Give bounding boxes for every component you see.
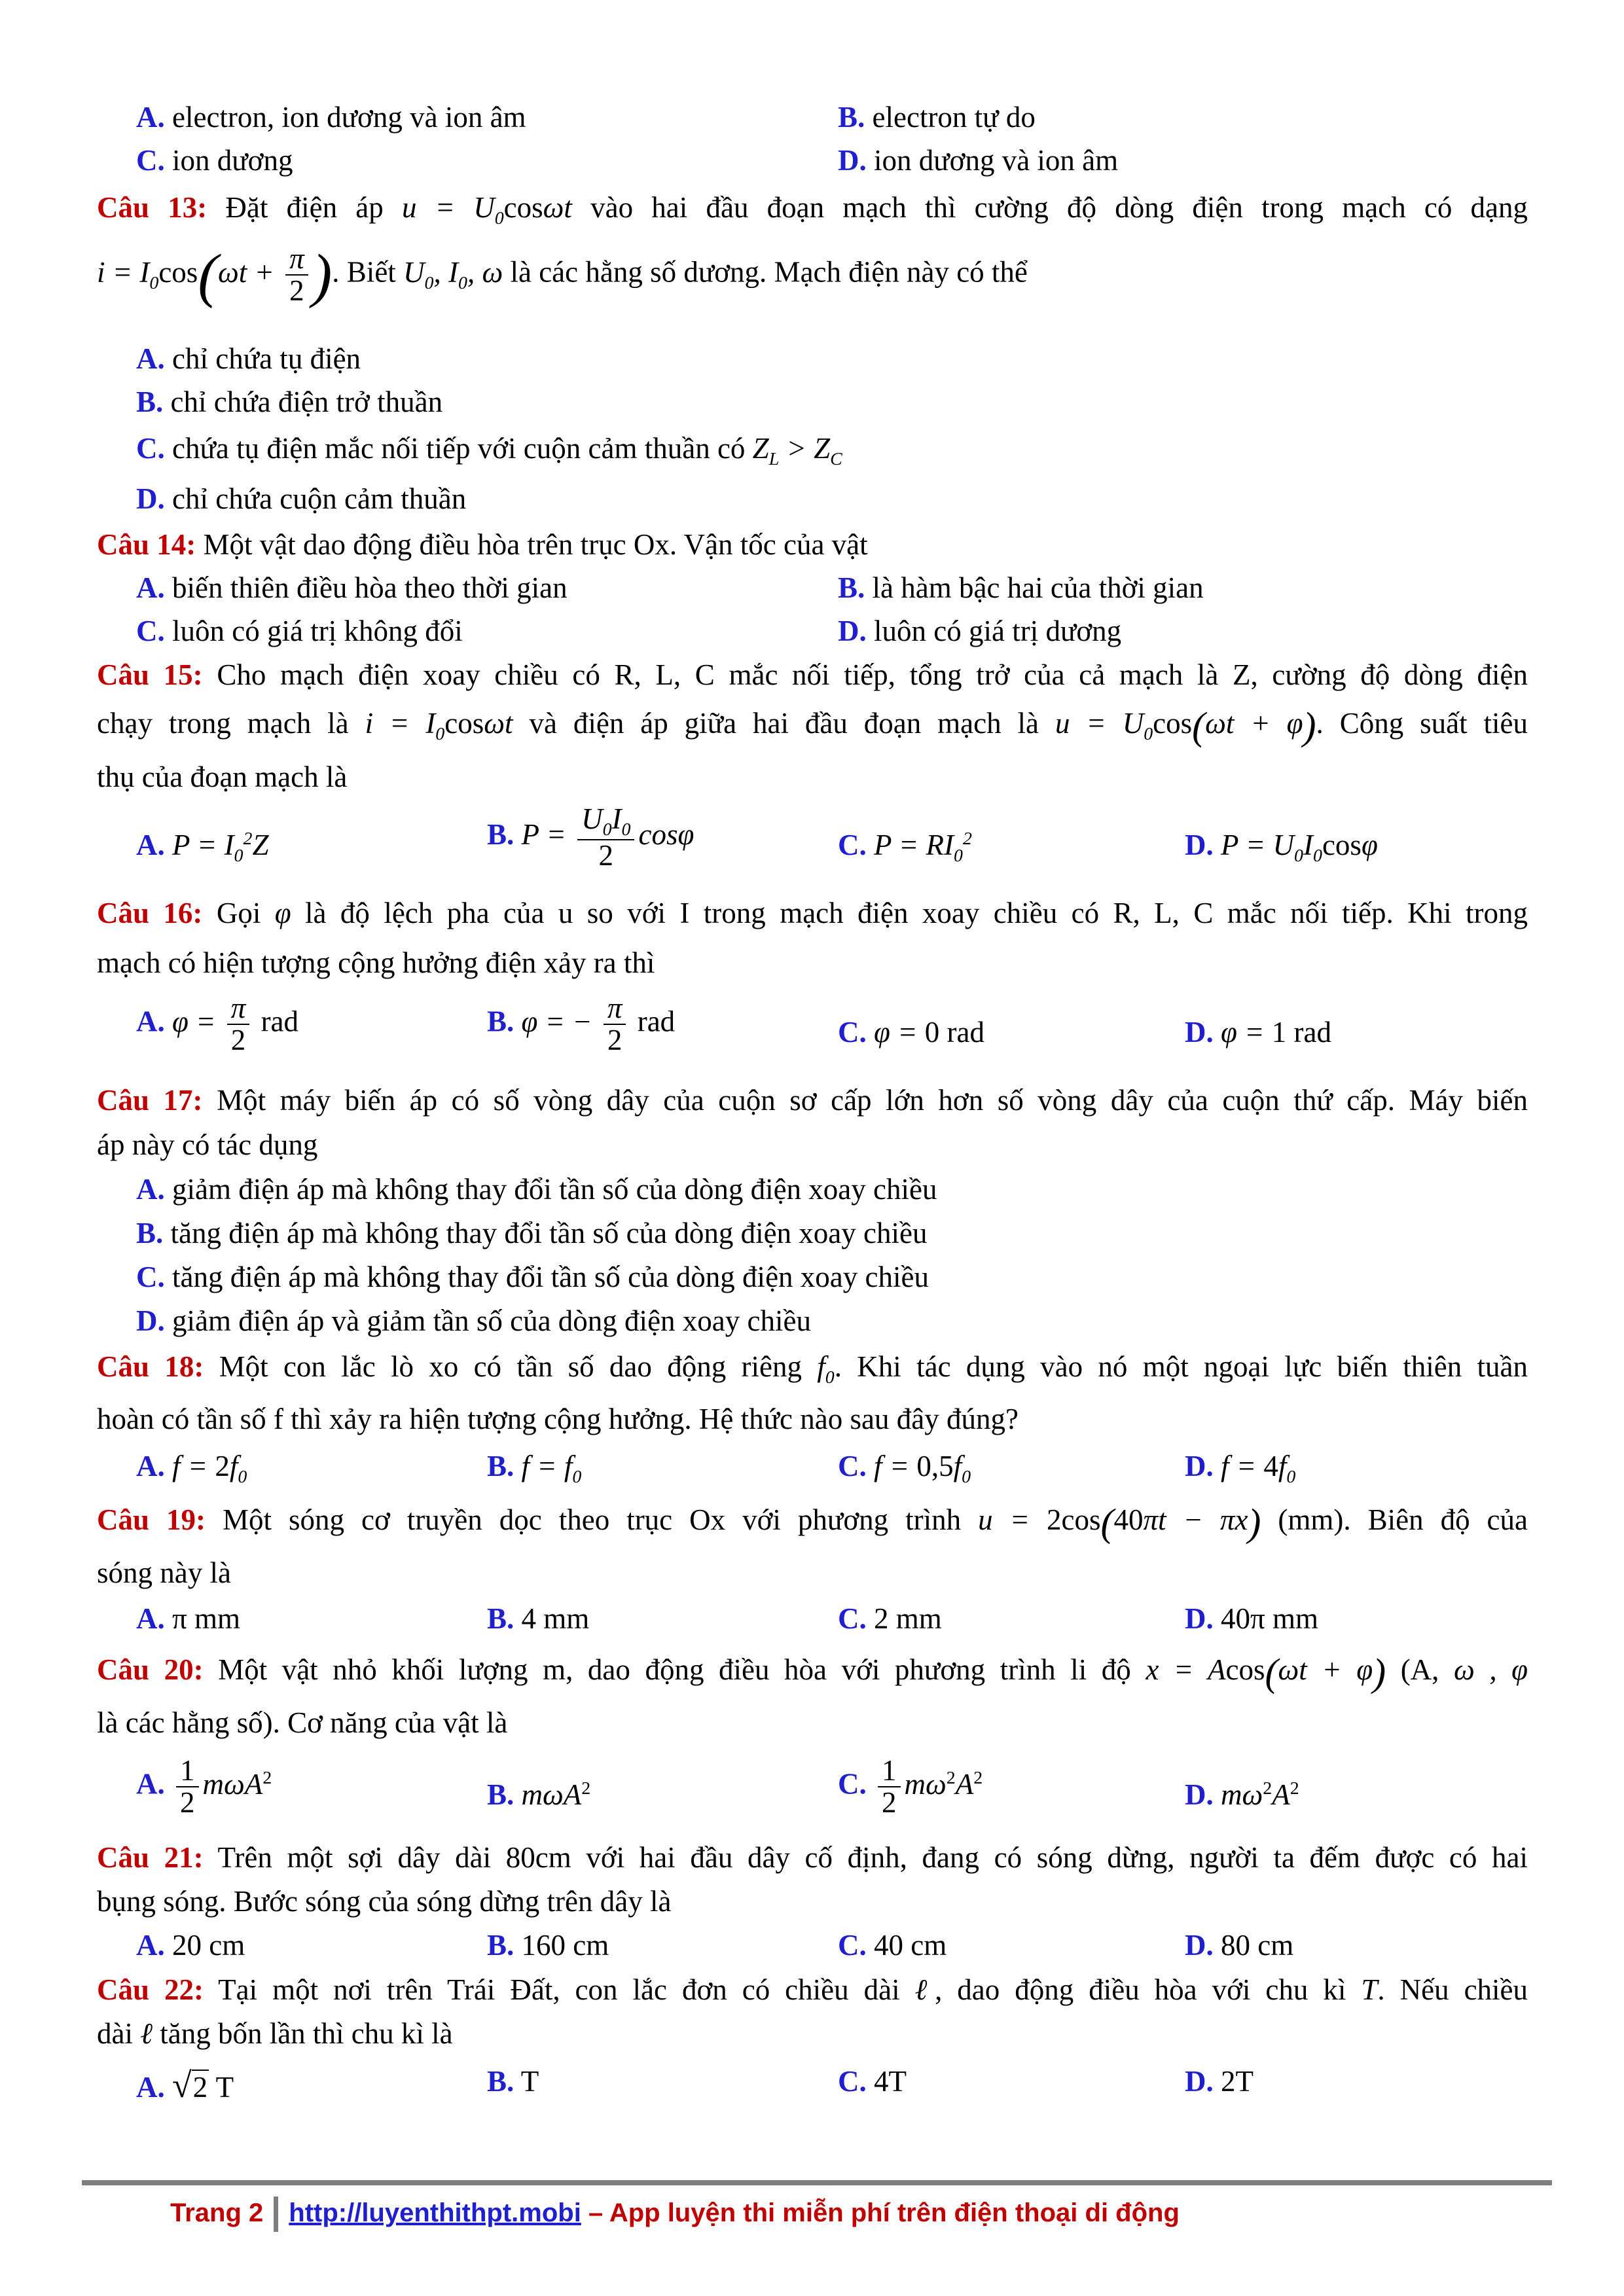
footer-divider	[82, 2180, 1552, 2185]
q13-stem-line1: Câu 13: Đặt điện áp $u = U_0\cos\omega t$ vào hai đầu đoạn mạch thì cường độ dòng điện trong mạch có dạng	[97, 191, 1528, 228]
q15-voltage-formula: $u = U_0\cos(\omega t + \varphi)$	[1055, 704, 1316, 748]
q16-stem-line2: mạch có hiện tượng cộng hưởng điện xảy ra thì	[97, 946, 655, 979]
q22-option-a: A. √2 T	[136, 2066, 234, 2105]
q20-stem-line1: Câu 20: Một vật nhỏ khối lượng m, dao động điều hòa với phương trình li độ x = Acos(ωt + φ) (A, ω , φ	[97, 1651, 1528, 1695]
q21-option-b: B. 160 cm	[487, 1929, 609, 1962]
q12-option-b: B. electron tự do	[838, 101, 1036, 134]
page-number: Trang 2	[170, 2198, 264, 2227]
q19-option-a: A. π mm	[136, 1602, 240, 1635]
q20-displacement-formula: x = Acos(ωt + φ)	[1146, 1651, 1386, 1695]
q19-stem-line2: sóng này là	[97, 1556, 231, 1589]
q22-option-b: B. T	[487, 2065, 539, 2098]
q21-stem-line2: bụng sóng. Bước sóng của sóng dừng trên dây là	[97, 1885, 672, 1918]
q17-stem-line2: áp này có tác dụng	[97, 1128, 318, 1161]
q17-option-a: A. giảm điện áp mà không thay đổi tần số của dòng điện xoay chiều	[136, 1173, 937, 1206]
q14-option-c: C. luôn có giá trị không đổi	[136, 615, 463, 647]
q21-option-c: C. 40 cm	[838, 1929, 947, 1962]
q19-stem-line1: Câu 19: Một sóng cơ truyền dọc theo trục Ox với phương trình u = 2cos(40πt − πx) (mm). Biên độ của	[97, 1501, 1528, 1545]
q17-stem-line1: Câu 17: Một máy biến áp có số vòng dây của cuộn sơ cấp lớn hơn số vòng dây của cuộn thứ cấp. Máy biến	[97, 1084, 1528, 1117]
q13-option-d: D. chỉ chứa cuộn cảm thuần	[136, 482, 467, 515]
q20-option-a: A. $\frac{1}{2}$ mωA$^2$	[136, 1754, 272, 1820]
q14-option-b: B. là hàm bậc hai của thời gian	[838, 571, 1204, 604]
footer-tagline: – App luyện thi miễn phí trên điện thoại di động	[588, 2198, 1180, 2227]
q18-option-d: D. $f = 4f_0$	[1185, 1450, 1296, 1487]
q15-current-formula: $i = I_0\cos\omega t$	[365, 707, 513, 744]
q16-option-c: C. φ = 0 rad	[838, 1016, 984, 1049]
q12-option-c: C. ion dương	[136, 144, 293, 177]
q13-zl-zc-formula: $Z_L > Z_C$	[752, 432, 842, 469]
q14-option-a: A. biến thiên điều hòa theo thời gian	[136, 571, 568, 604]
q13-constants-formula: $U_0$, $I_0$, ω	[403, 255, 503, 293]
q16-option-d: D. φ = 1 rad	[1185, 1016, 1331, 1049]
q15-stem-line3: thụ của đoạn mạch là	[97, 761, 348, 793]
footer	[170, 2196, 1180, 2232]
q21-option-d: D. 80 cm	[1185, 1929, 1294, 1962]
q22-stem-line1: Câu 22: Tại một nơi trên Trái Đất, con lắc đơn có chiều dài ℓ, dao động điều hòa với chu kì T. Nếu chiều	[97, 1973, 1528, 2006]
q20-option-d: D. $m\omega^2A^2$	[1185, 1778, 1299, 1811]
q15-option-b: B. P = $\frac{U_0I_0}{2}$ cosφ	[487, 802, 695, 872]
q16-option-b: B. φ = − $\frac{\pi}{2}$ rad	[487, 992, 676, 1057]
q17-option-d: D. giảm điện áp và giảm tần số của dòng điện xoay chiều	[136, 1304, 811, 1337]
q19-option-d: D. 40π mm	[1185, 1602, 1318, 1635]
q12-option-d: D. ion dương và ion âm	[838, 144, 1119, 177]
q18-option-a: A. $f = 2f_0$	[136, 1450, 247, 1487]
q15-option-c: C. $P = RI_0^2$	[838, 829, 972, 866]
q19-option-c: C. 2 mm	[838, 1602, 942, 1635]
q16-stem-line1: Câu 16: Gọi φ là độ lệch pha của u so với I trong mạch điện xoay chiều có R, L, C mắc nối tiếp. Khi trong	[97, 897, 1528, 929]
q20-option-c: C. $\frac{1}{2}$ $m\omega^2A^2$	[838, 1754, 983, 1820]
q18-stem-line2: hoàn có tần số f thì xảy ra hiện tượng cộng hưởng. Hệ thức nào sau đây đúng?	[97, 1403, 1019, 1435]
q13-option-a: A. chỉ chứa tụ điện	[136, 342, 361, 375]
q20-stem-line2: là các hằng số). Cơ năng của vật là	[97, 1706, 508, 1739]
q15-option-d: D. $P = U_0I_0\cos\varphi$	[1185, 829, 1378, 866]
q13-voltage-formula: $u = U_0\cos\omega t$	[401, 191, 572, 228]
q18-option-c: C. $f = 0,5f_0$	[838, 1450, 971, 1487]
q13-stem-line2: $i = I_0\cos(\omega t$ + $\frac{\pi}{2}$ ). Biết $U_0$, $I_0$, ω là các hằng số dương. Mạch điện này có thể	[97, 242, 1028, 309]
q20-option-b: B. mωA$^2$	[487, 1778, 591, 1811]
q21-option-a: A. 20 cm	[136, 1929, 245, 1962]
q19-wave-formula: u = 2cos(40πt − πx)	[978, 1501, 1261, 1545]
footer-separator	[274, 2197, 278, 2232]
q13-option-c: C. chứa tụ điện mắc nối tiếp với cuộn cảm thuần có $Z_L > Z_C$	[136, 432, 842, 469]
q15-stem-line2: chạy trong mạch là $i = I_0\cos\omega t$ và điện áp giữa hai đầu đoạn mạch là $u = U_0\cos(\omega t + \varphi)$. Công suất tiêu	[97, 704, 1528, 748]
q22-option-d: D. 2T	[1185, 2065, 1254, 2098]
q17-option-c: C. tăng điện áp mà không thay đổi tần số của dòng điện xoay chiều	[136, 1261, 929, 1293]
q14-stem: Câu 14: Một vật dao động điều hòa trên trục Ox. Vận tốc của vật	[97, 528, 868, 561]
sqrt-symbol: √	[172, 2066, 192, 2105]
q16-option-a: A. φ = $\frac{\pi}{2}$ rad	[136, 992, 299, 1057]
q22-stem-line2: dài ℓ tăng bốn lần thì chu kì là	[97, 2017, 453, 2050]
q15-stem-line1: Câu 15: Cho mạch điện xoay chiều có R, L, C mắc nối tiếp, tổng trở của cả mạch là Z, cường độ dòng điện	[97, 658, 1528, 691]
q17-option-b: B. tăng điện áp mà không thay đổi tần số của dòng điện xoay chiều	[136, 1217, 928, 1249]
q21-stem-line1: Câu 21: Trên một sợi dây dài 80cm với hai đầu dây cố định, đang có sóng dừng, người ta đếm được có hai	[97, 1841, 1528, 1874]
q15-option-a: A. $P = I_0^2Z$	[136, 829, 269, 866]
q13-current-formula: $i = I_0\cos(\omega t$ + $\frac{\pi}{2}$ )	[97, 242, 333, 309]
site-link[interactable]: http://luyenthithpt.mobi	[289, 2198, 581, 2227]
q13-option-b: B. chỉ chứa điện trở thuần	[136, 386, 443, 418]
q18-option-b: B. $f = f_0$	[487, 1450, 582, 1487]
q22-option-c: C. 4T	[838, 2065, 907, 2098]
q18-stem-line1: Câu 18: Một con lắc lò xo có tần số dao động riêng $f_0$. Khi tác dụng vào nó một ngoại lực biến thiên tuần	[97, 1350, 1528, 1388]
q14-option-d: D. luôn có giá trị dương	[838, 615, 1122, 647]
q12-option-a: A. electron, ion dương và ion âm	[136, 101, 526, 134]
q19-option-b: B. 4 mm	[487, 1602, 590, 1635]
